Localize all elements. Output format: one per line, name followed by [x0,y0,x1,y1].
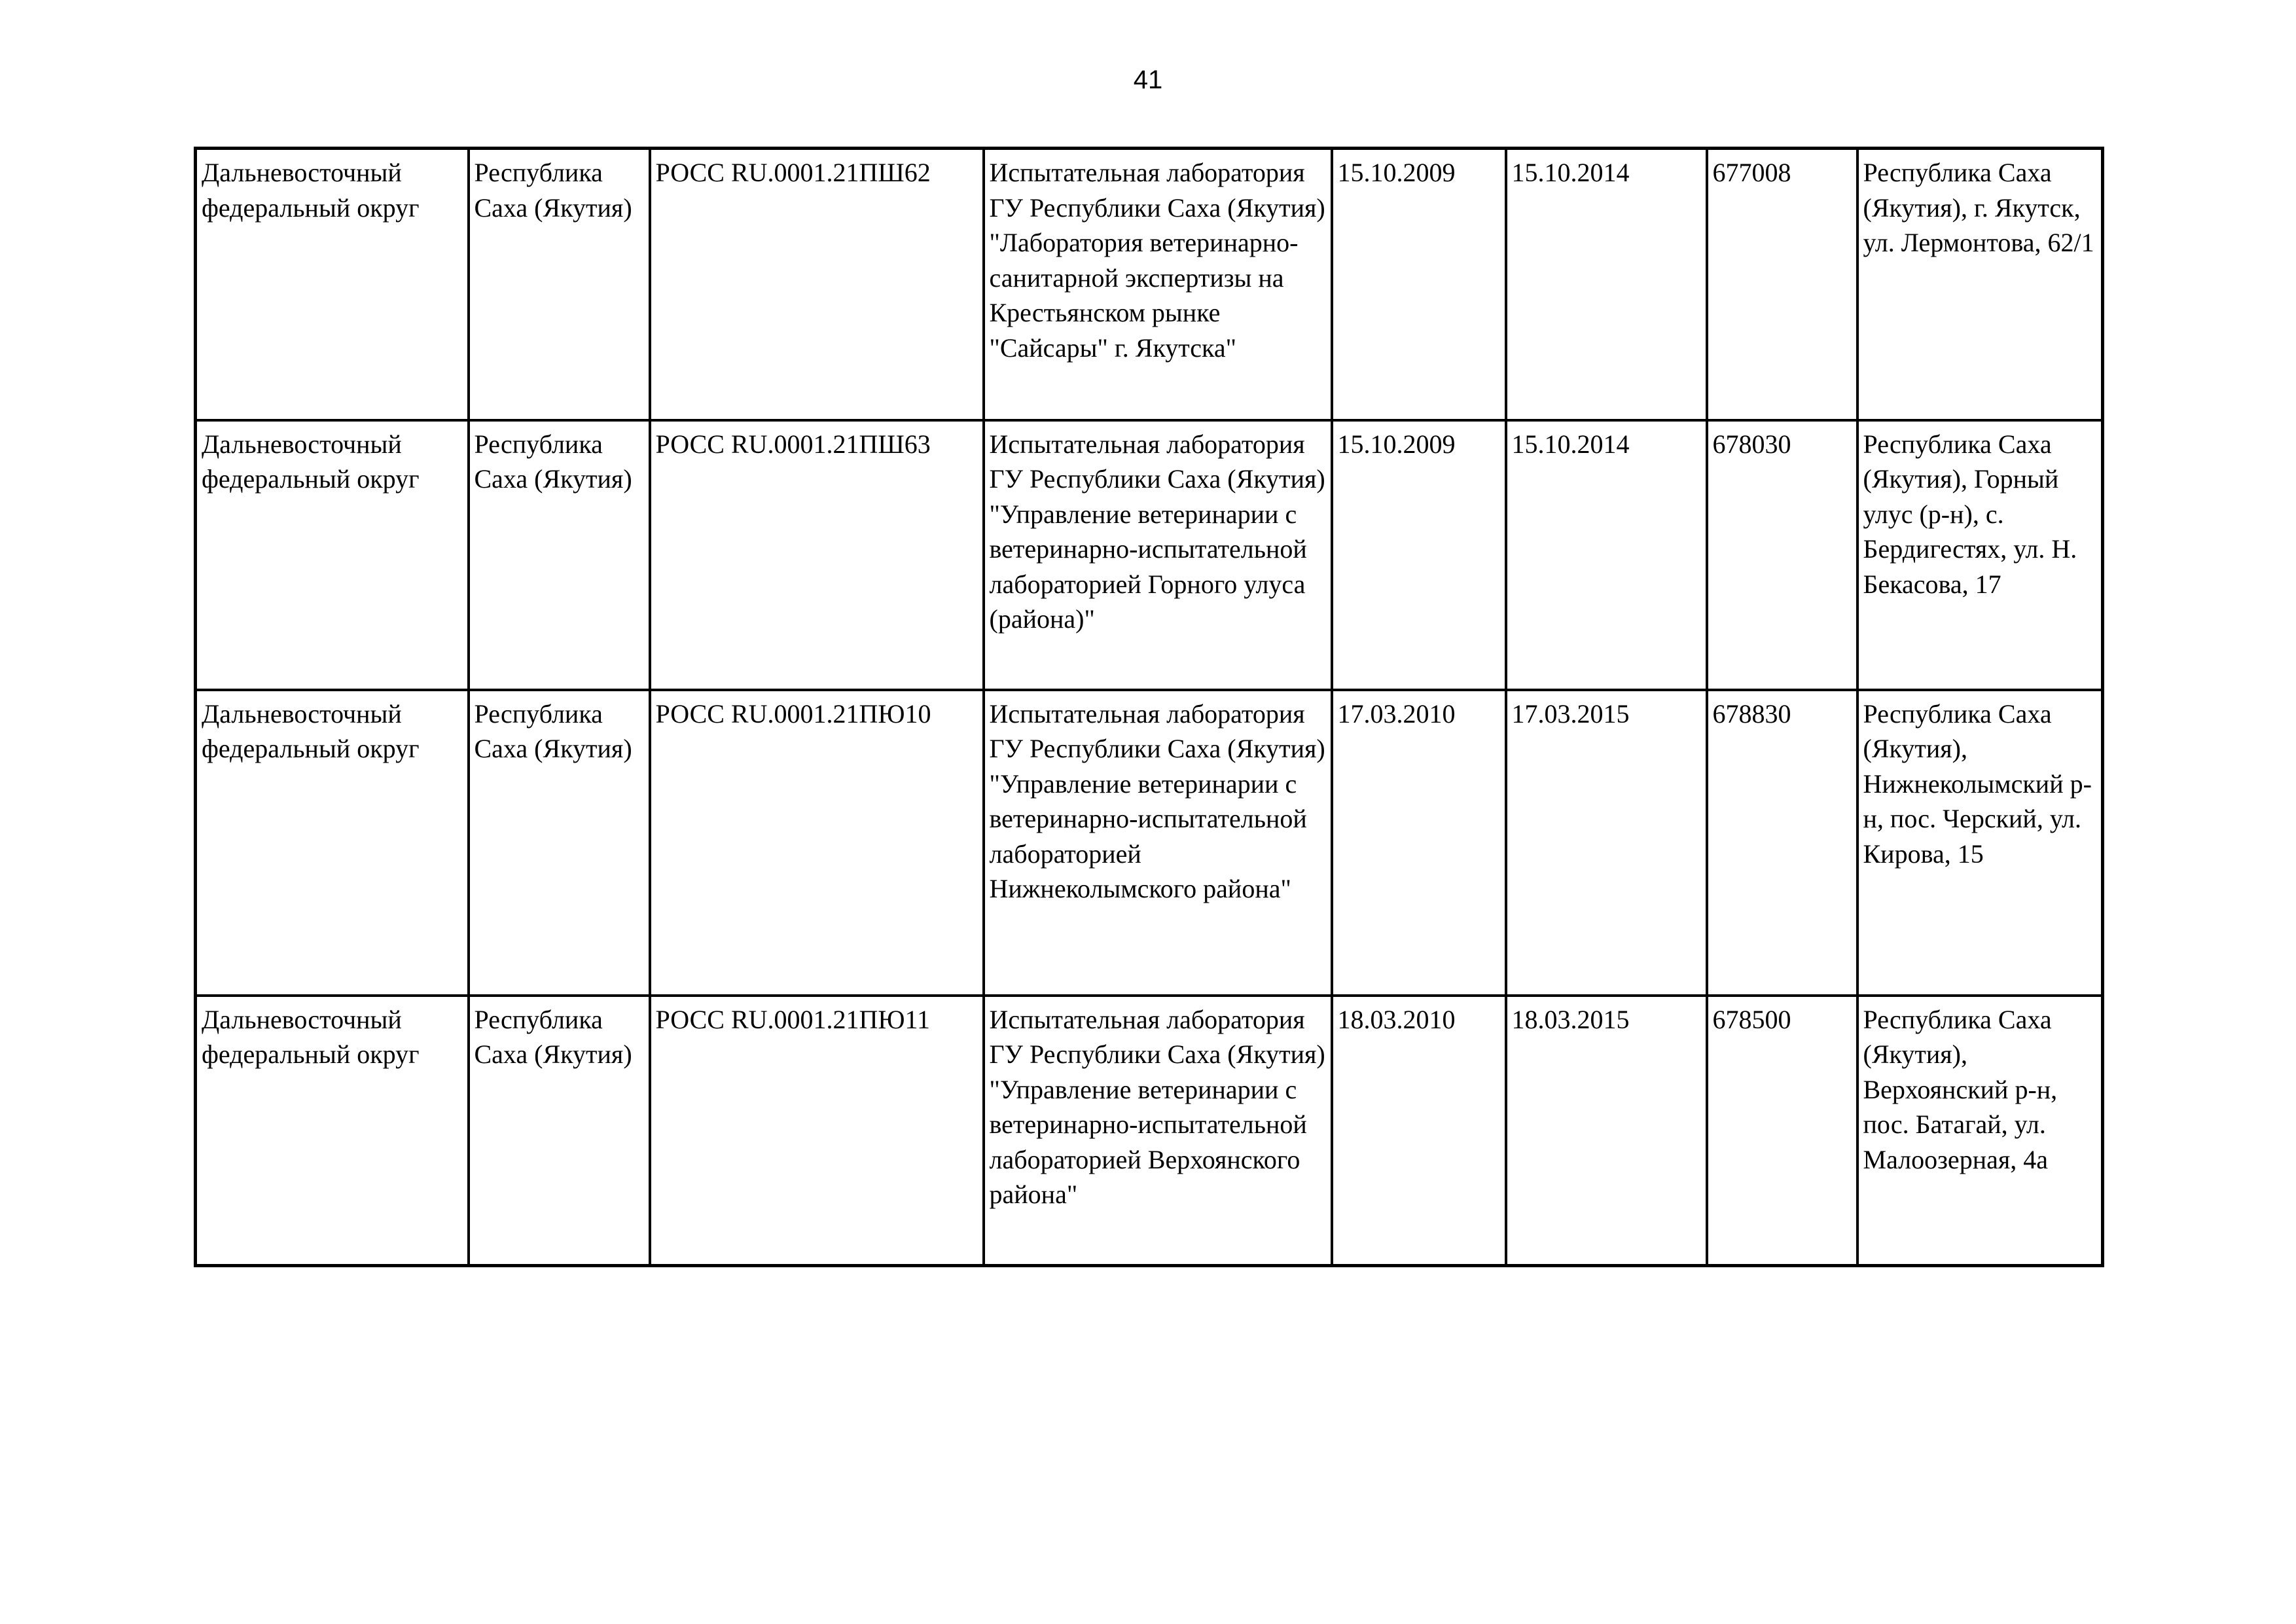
expiry-date-cell: 15.10.2014 [1506,149,1707,420]
laboratory-name-cell: Испытательная лаборатория ГУ Республики Саха (Якутия) "Управление ветеринарии с ветеринарно-испытательной лабораторией Верхоянского района" [984,996,1332,1266]
laboratory-name-cell: Испытательная лаборатория ГУ Республики Саха (Якутия) "Управление ветеринарии с ветеринарно-испытательной лабораторией Нижнеколымского района" [984,690,1332,996]
issue-date-cell: 18.03.2010 [1332,996,1506,1266]
expiry-date-cell: 18.03.2015 [1506,996,1707,1266]
expiry-date-cell: 17.03.2015 [1506,690,1707,996]
address-cell: Республика Саха (Якутия), Верхоянский р-н, пос. Батагай, ул. Малоозерная, 4а [1857,996,2103,1266]
federal-district-cell: Дальневосточный федеральный округ [196,149,469,420]
address-cell: Республика Саха (Якутия), Горный улус (р-н), с. Бердигестях, ул. Н. Бекасова, 17 [1857,420,2103,690]
table-row [196,420,2103,690]
region-cell: Республика Саха (Якутия) [469,420,650,690]
expiry-date-cell: 15.10.2014 [1506,420,1707,690]
region-cell: Республика Саха (Якутия) [469,149,650,420]
certificate-number-cell: РОСС RU.0001.21ПЮ11 [650,996,984,1266]
federal-district-cell: Дальневосточный федеральный округ [196,996,469,1266]
issue-date-cell: 15.10.2009 [1332,149,1506,420]
laboratory-name-cell: Испытательная лаборатория ГУ Республики Саха (Якутия) "Лаборатория ветеринарно-санитарной экспертизы на Крестьянском рынке "Сайсары" г. Якутска" [984,149,1332,420]
address-cell: Республика Саха (Якутия), Нижнеколымский р-н, пос. Черский, ул. Кирова, 15 [1857,690,2103,996]
region-cell: Республика Саха (Якутия) [469,690,650,996]
issue-date-cell: 15.10.2009 [1332,420,1506,690]
page-number: 41 [1133,65,1163,94]
table-row [196,996,2103,1266]
address-cell: Республика Саха (Якутия), г. Якутск, ул. Лермонтова, 62/1 [1857,149,2103,420]
postal-code-cell: 678500 [1707,996,1857,1266]
federal-district-cell: Дальневосточный федеральный округ [196,420,469,690]
certificate-number-cell: РОСС RU.0001.21ПШ62 [650,149,984,420]
region-cell: Республика Саха (Якутия) [469,996,650,1266]
certificate-number-cell: РОСС RU.0001.21ПШ63 [650,420,984,690]
postal-code-cell: 677008 [1707,149,1857,420]
table-row [196,149,2103,420]
postal-code-cell: 678030 [1707,420,1857,690]
table-row [196,690,2103,996]
laboratory-registry-table [194,147,2104,1267]
certificate-number-cell: РОСС RU.0001.21ПЮ10 [650,690,984,996]
postal-code-cell: 678830 [1707,690,1857,996]
federal-district-cell: Дальневосточный федеральный округ [196,690,469,996]
issue-date-cell: 17.03.2010 [1332,690,1506,996]
laboratory-name-cell: Испытательная лаборатория ГУ Республики Саха (Якутия) "Управление ветеринарии с ветеринарно-испытательной лабораторией Горного улуса (района)" [984,420,1332,690]
